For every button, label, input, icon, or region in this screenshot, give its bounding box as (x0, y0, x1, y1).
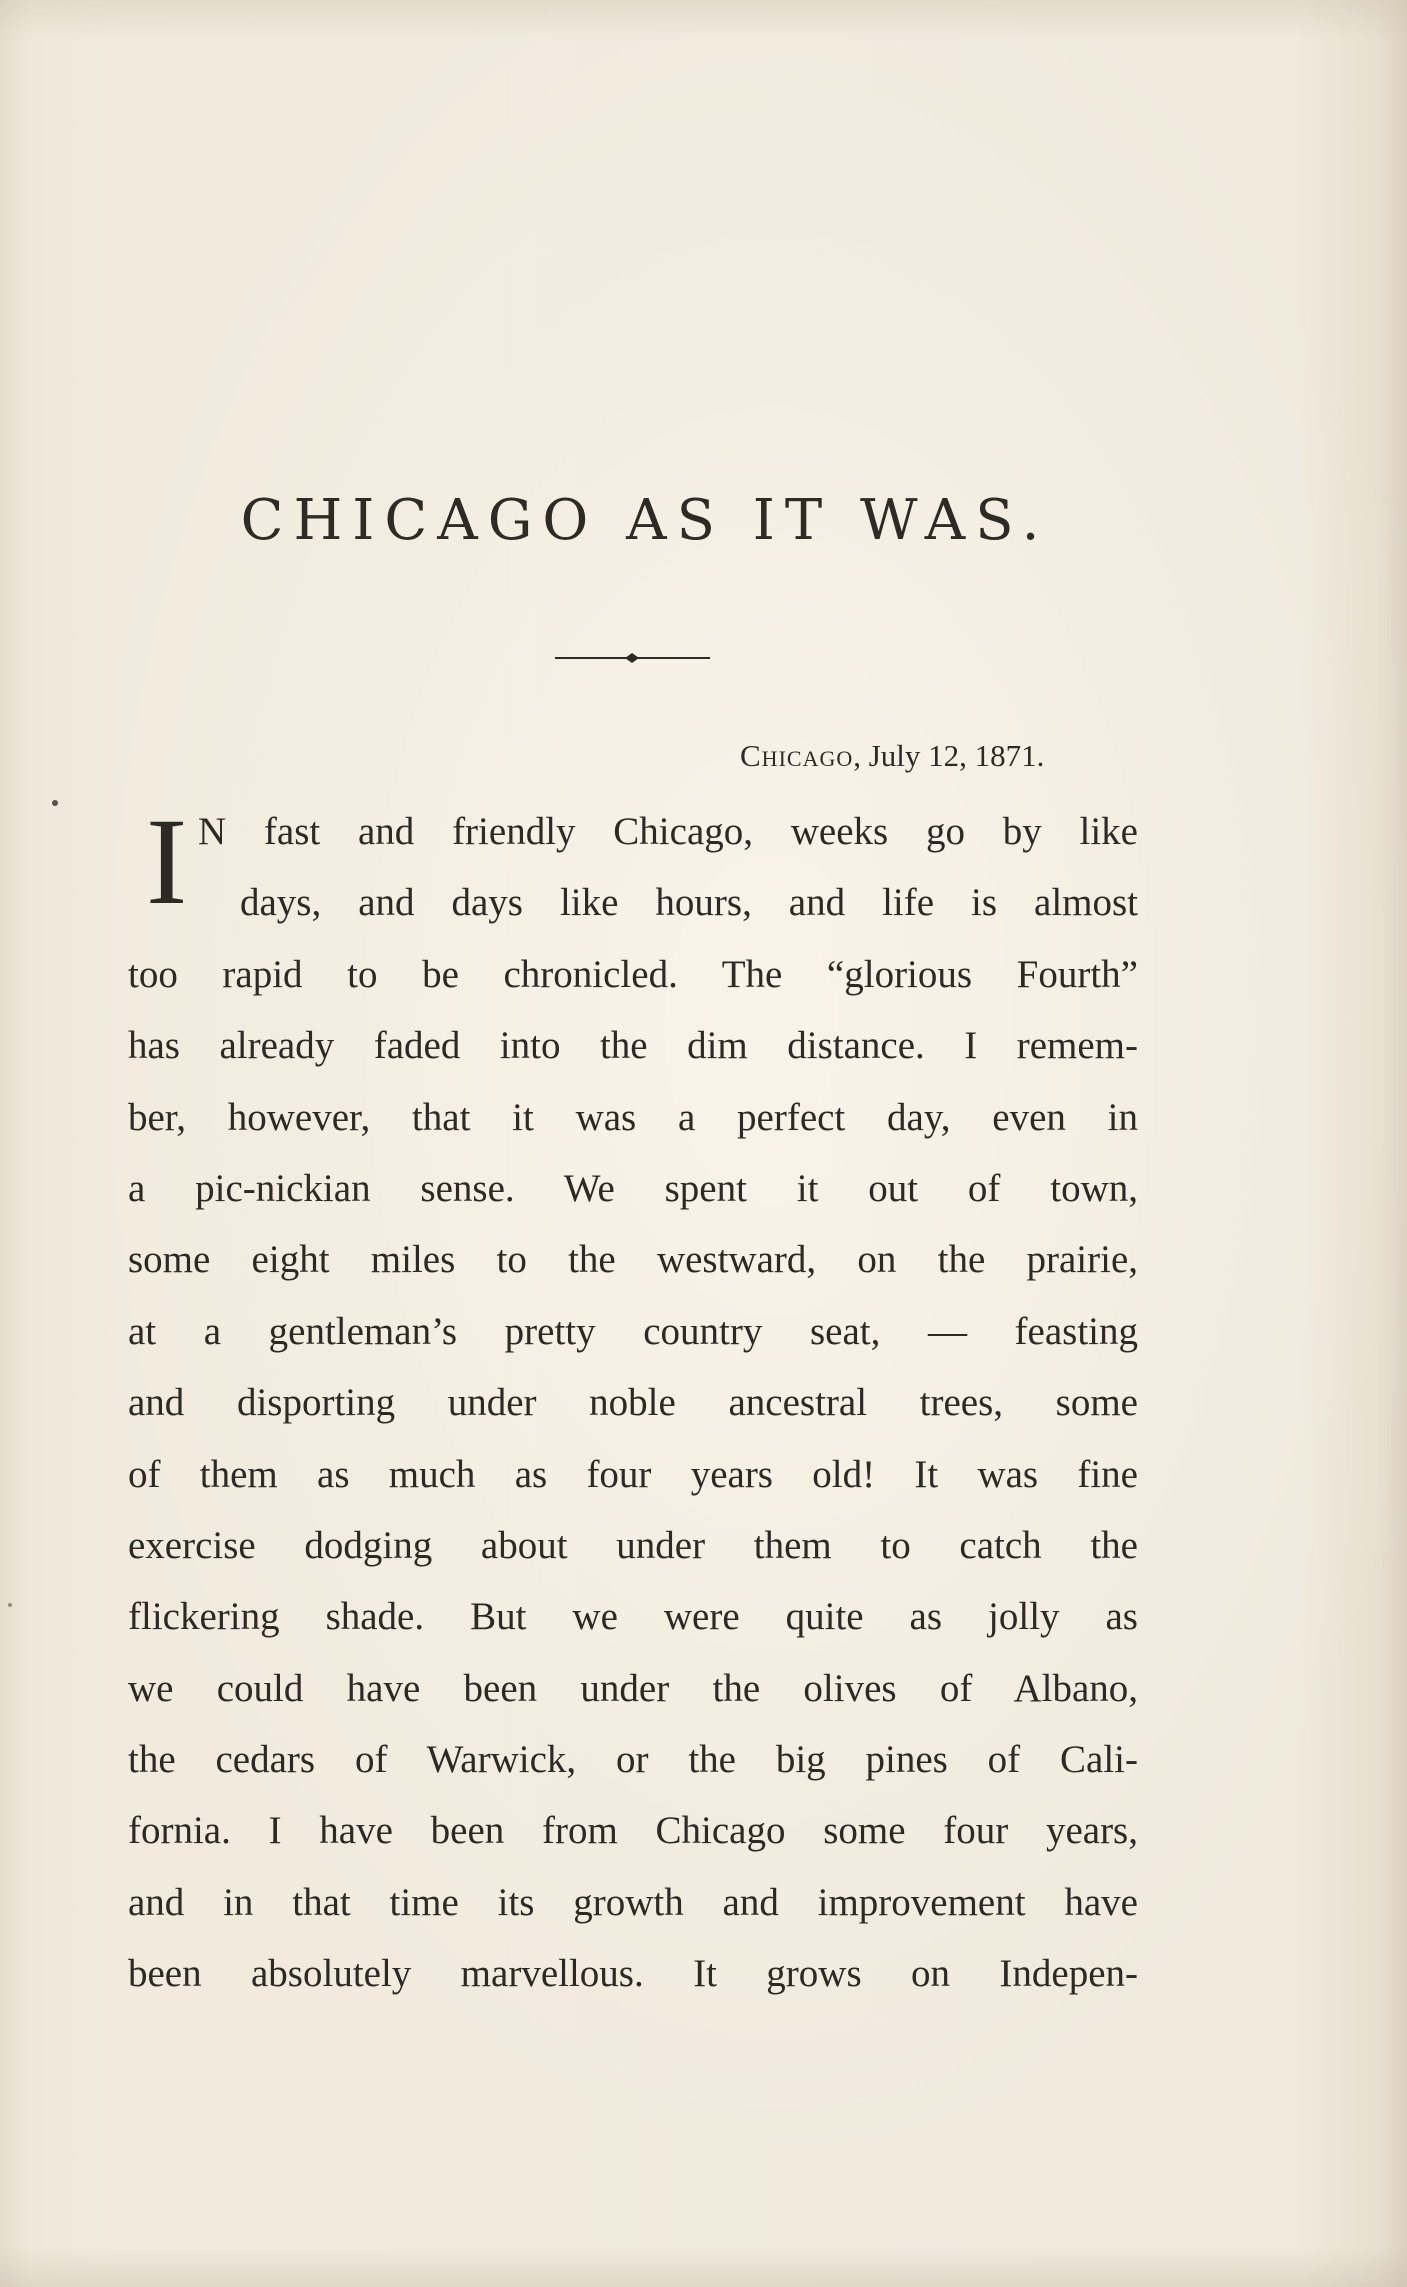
text-line: at a gentleman’s pretty country seat, — feasting (128, 1309, 1138, 1353)
ornamental-rule-icon (555, 651, 710, 665)
text-line: has already faded into the dim distance. I remem- (128, 1024, 1138, 1068)
text-line: of them as much as four years old! It was fine (128, 1452, 1138, 1496)
text-line: and in that time its growth and improvement have (128, 1880, 1138, 1924)
text-line: too rapid to be chronicled. The “glorious Fourth” (128, 952, 1138, 996)
dateline-place: Chicago (740, 738, 854, 773)
text-line: been absolutely marvellous. It grows on Indepen- (128, 1952, 1138, 1996)
text-line: N fast and friendly Chicago, weeks go by like (198, 810, 1138, 853)
text-line: we could have been under the olives of Albano, (128, 1666, 1138, 1710)
text-line: the cedars of Warwick, or the big pines of Cali- (128, 1738, 1138, 1782)
page-speck (52, 800, 58, 806)
drop-cap: I (146, 793, 188, 930)
text-line: some eight miles to the westward, on the prairie, (128, 1238, 1138, 1282)
page-speck (8, 1603, 12, 1607)
text-line: ber, however, that it was a perfect day, even in (128, 1095, 1138, 1139)
text-line: exercise dodging about under them to catch the (128, 1523, 1138, 1567)
text-line: fornia. I have been from Chicago some four years, (128, 1809, 1138, 1853)
text-line: flickering shade. But we were quite as jolly as (128, 1595, 1138, 1639)
text-line: days, and days like hours, and life is almost (240, 881, 1138, 925)
chapter-title: CHICAGO AS IT WAS. (240, 488, 1050, 553)
text-line: and disporting under noble ancestral trees, some (128, 1381, 1138, 1425)
dateline-date: , July 12, 1871. (853, 738, 1045, 773)
text-line: a pic-nickian sense. We spent it out of town, (128, 1166, 1138, 1210)
body-paragraph (128, 793, 1138, 2010)
dateline (740, 738, 1044, 774)
